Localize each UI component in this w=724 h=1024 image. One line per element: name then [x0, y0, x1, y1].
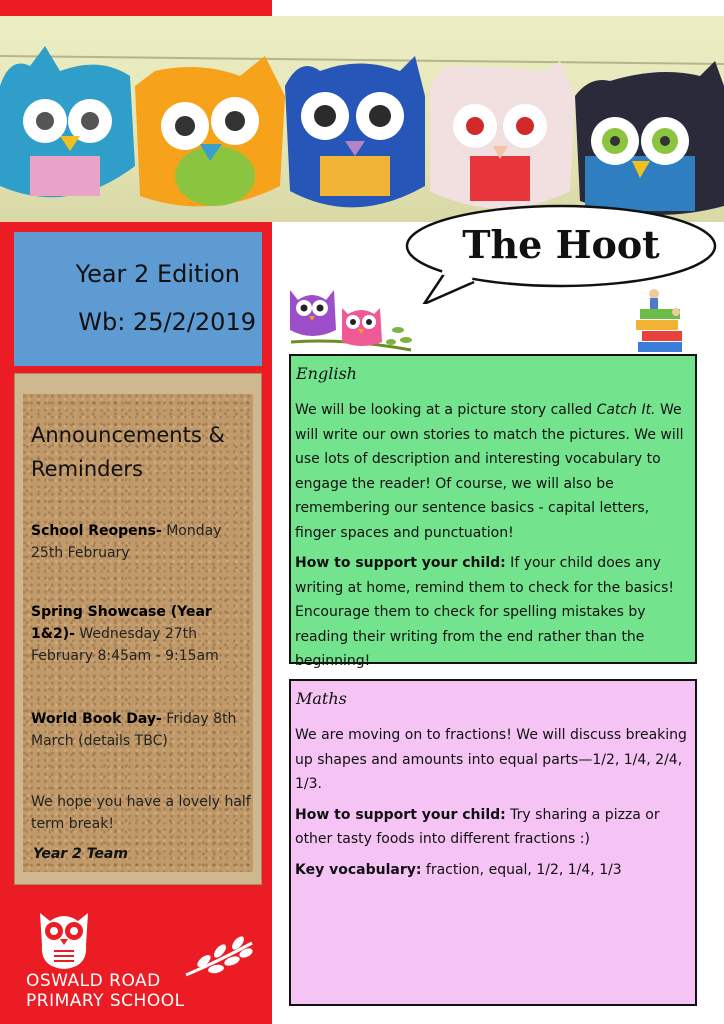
- owl-blue: [285, 56, 425, 207]
- school-name-line1: OSWALD ROAD: [26, 971, 161, 991]
- announcements-board: [14, 373, 262, 885]
- maths-support-label: How to support your child:: [295, 806, 506, 823]
- owl-orange: [135, 56, 285, 206]
- maths-paragraph: We are moving on to fractions! We will discuss breaking up shapes and amounts into equal parts—1/2, 1/4, 2/4, 1/3.: [295, 727, 687, 792]
- maths-vocabulary: [295, 858, 691, 883]
- owl-floral: [430, 61, 575, 209]
- closing-message: We hope you have a lovely half term break!: [31, 794, 251, 832]
- announcement-item: [31, 708, 251, 752]
- announcement-label: Spring Showcase (Year 1&2)-: [31, 604, 212, 642]
- announcement-label: School Reopens-: [31, 523, 162, 539]
- announcement-item: [31, 601, 251, 667]
- edition-week: Wb: 25/2/2019: [78, 308, 256, 336]
- school-name-line2: PRIMARY SCHOOL: [26, 991, 185, 1011]
- signoff: Year 2 Team: [33, 846, 128, 862]
- owl-garland-illustration: [0, 16, 724, 222]
- vocab-text: fraction, equal, 1/2, 1/4, 1/3: [421, 861, 622, 878]
- announcement-item: [31, 520, 251, 564]
- english-heading: English: [296, 364, 357, 383]
- leaf-branch-icon: [184, 935, 254, 979]
- english-support-label: How to support your child:: [295, 555, 506, 571]
- owl-logo-icon: [34, 905, 94, 971]
- maths-heading: Maths: [296, 689, 347, 708]
- owl-banner-photo: [0, 16, 724, 222]
- maths-support: [295, 803, 691, 852]
- story-title: Catch It.: [596, 402, 656, 418]
- books-stack-icon: [632, 284, 688, 354]
- maths-support-text: Try sharing a pizza or other tasty foods into different fractions :): [295, 806, 660, 847]
- owls-on-branch-icon: [286, 280, 416, 355]
- english-paragraph: [295, 398, 691, 545]
- announcement-label: World Book Day-: [31, 711, 162, 727]
- announcements-title: Announcements & Reminders: [31, 423, 225, 481]
- english-text-end: We will write our own stories to match the pictures. We will use lots of description and interesting vocabulary to engage the reader! Of course, we will also be remembering our sentence basics - capital letters, finger spaces and punctuation!: [295, 402, 684, 541]
- english-support: [295, 551, 691, 674]
- vocab-label: Key vocabulary:: [295, 861, 422, 878]
- announcement-text: Monday 25th February: [31, 523, 222, 561]
- edition-panel: [14, 232, 262, 366]
- announcement-text: Friday 8th March (details TBC): [31, 711, 237, 749]
- owl-teal: [0, 46, 135, 197]
- owl-dark-patterned: [575, 61, 724, 215]
- english-section: [289, 354, 697, 669]
- english-support-text: If your child does any writing at home, remind them to check for the basics! Encourage them to check for spelling mistakes by reading their writing from the end rather than the beginning!: [295, 555, 674, 669]
- newsletter-title: The Hoot: [462, 222, 660, 267]
- masthead: [404, 204, 718, 294]
- english-text-start: We will be looking at a picture story called: [295, 402, 597, 418]
- maths-section: [289, 679, 697, 1006]
- announcement-text: Wednesday 27th February 8:45am - 9:15am: [31, 626, 219, 664]
- school-logo: [26, 905, 256, 1015]
- edition-year: Year 2 Edition: [75, 260, 240, 288]
